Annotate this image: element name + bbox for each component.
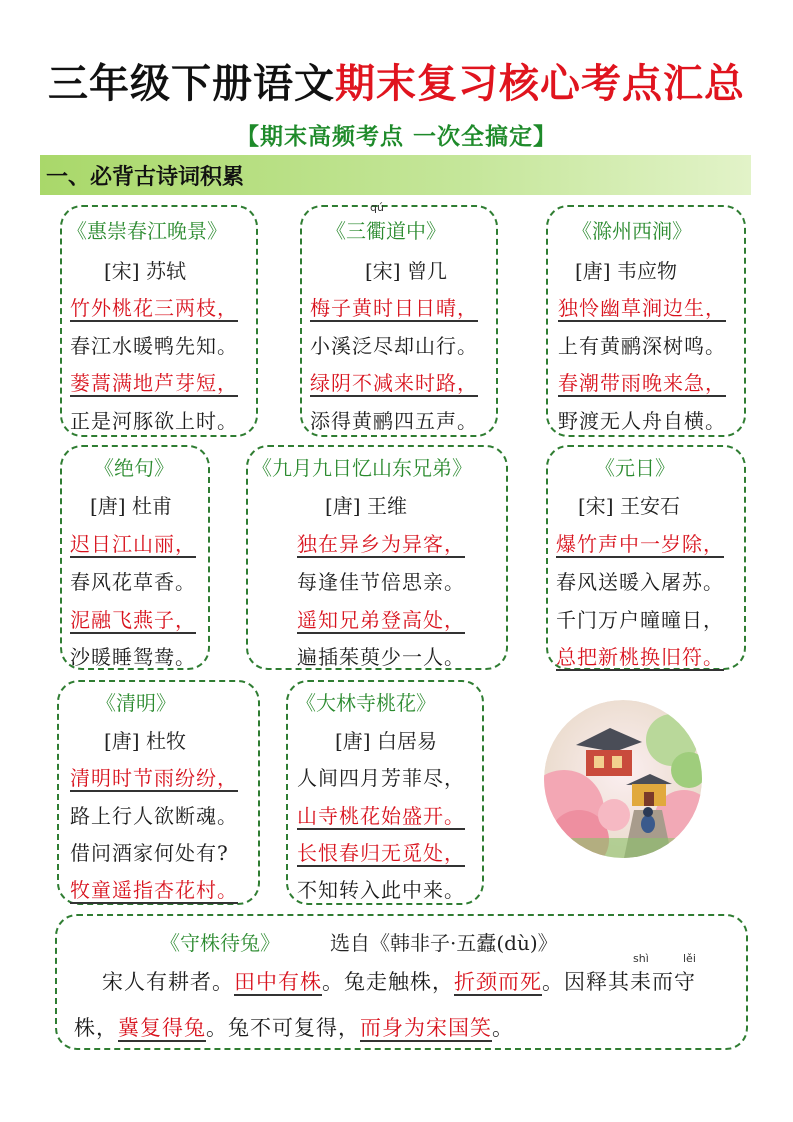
poem-author: [宋] 曾几 <box>365 259 447 283</box>
poem-line: 遥知兄弟登高处， <box>297 608 465 632</box>
pinyin-annotation: lěi <box>683 952 696 965</box>
poem-title: 《绝句》 <box>94 456 174 480</box>
section-heading: 一、必背古诗词积累 <box>46 165 245 190</box>
poem-line: 千门万户曈曈日， <box>556 608 724 632</box>
temple-illustration-svg <box>544 700 702 858</box>
poem-line: 泥融飞燕子， <box>70 608 196 632</box>
story-source: 选自《韩非子·五蠹(dù)》 <box>330 931 558 955</box>
pinyin-annotation: qú <box>370 201 384 214</box>
poem-author: [唐] 王维 <box>325 494 407 518</box>
poem-line: 遍插茱萸少一人。 <box>297 645 465 669</box>
poem-line: 借问酒家何处有? <box>70 841 229 865</box>
poem-line: 每逢佳节倍思亲。 <box>297 570 465 594</box>
poem-line: 春潮带雨晚来急， <box>558 371 726 395</box>
story-key-phrase: 冀复得兔 <box>118 1016 206 1040</box>
temple-illustration <box>544 700 702 858</box>
story-text: 。兔走触株， <box>322 970 454 994</box>
story-line-2 <box>74 1012 514 1042</box>
poem-line: 路上行人欲断魂。 <box>70 804 238 828</box>
poem-author: [宋] 王安石 <box>578 494 680 518</box>
poem-line: 小溪泛尽却山行。 <box>310 334 478 358</box>
pinyin-annotation: shì <box>633 952 649 965</box>
poem-author: [唐] 杜牧 <box>104 729 186 753</box>
poem-author: [唐] 韦应物 <box>575 259 677 283</box>
story-text: 。兔不可复得， <box>206 1016 360 1040</box>
page-title-black: 三年级下册语文 <box>48 61 335 107</box>
story-key-phrase: 折颈而死 <box>454 970 542 994</box>
poem-line: 独在异乡为异客， <box>297 532 465 556</box>
page-subtitle: 【期末高频考点 一次全搞定】 <box>235 124 557 150</box>
poem-title: 《滁州西涧》 <box>572 219 692 243</box>
poem-line: 春风花草香。 <box>70 570 196 594</box>
story-key-phrase: 田中有株 <box>234 970 322 994</box>
poem-title: 《清明》 <box>96 691 176 715</box>
story-text: 株， <box>74 1016 118 1040</box>
poem-title: 《惠崇春江晚景》 <box>67 219 227 243</box>
poem-author: [宋] 苏轼 <box>104 259 186 283</box>
poem-line: 绿阴不减来时路， <box>310 371 478 395</box>
poem-line: 不知转入此中来。 <box>297 878 465 902</box>
poem-line: 梅子黄时日日晴， <box>310 296 478 320</box>
poem-title: 《九月九日忆山东兄弟》 <box>252 456 472 480</box>
poem-line: 添得黄鹂四五声。 <box>310 409 478 433</box>
poem-line: 春江水暖鸭先知。 <box>70 334 238 358</box>
page-title-red: 期末复习核心考点汇总 <box>335 61 745 107</box>
story-line-1 <box>102 966 696 996</box>
story-text: 。因释其耒而守 <box>542 970 696 994</box>
poem-line: 总把新桃换旧符。 <box>556 645 724 669</box>
story-key-phrase: 而身为宋国笑 <box>360 1016 492 1040</box>
poem-line: 竹外桃花三两枝， <box>70 296 238 320</box>
poem-line: 春风送暖入屠苏。 <box>556 570 724 594</box>
poem-author: [唐] 白居易 <box>335 729 437 753</box>
poem-line: 正是河豚欲上时。 <box>70 409 238 433</box>
poem-line: 清明时节雨纷纷， <box>70 766 238 790</box>
poem-line: 野渡无人舟自横。 <box>558 409 726 433</box>
poem-line: 蒌蒿满地芦芽短， <box>70 371 238 395</box>
poem-title: 《三衢道中》 <box>326 219 446 243</box>
poem-title: 《大林寺桃花》 <box>296 691 436 715</box>
poem-line: 山寺桃花始盛开。 <box>297 804 465 828</box>
poem-line: 长恨春归无觅处， <box>297 841 465 865</box>
page-title <box>0 52 793 109</box>
story-title: 《守株待兔》 <box>160 931 280 955</box>
poem-title: 《元日》 <box>595 456 675 480</box>
poem-line: 上有黄鹂深树鸣。 <box>558 334 726 358</box>
poem-line: 独怜幽草涧边生， <box>558 296 726 320</box>
poem-author: [唐] 杜甫 <box>90 494 172 518</box>
poem-line: 迟日江山丽， <box>70 532 196 556</box>
poem-line: 沙暖睡鸳鸯。 <box>70 645 196 669</box>
story-text: 。 <box>492 1016 514 1040</box>
poem-line: 爆竹声中一岁除， <box>556 532 724 556</box>
story-text: 宋人有耕者。 <box>102 970 234 994</box>
poem-line: 牧童遥指杏花村。 <box>70 878 238 902</box>
poem-line: 人间四月芳菲尽， <box>297 766 465 790</box>
